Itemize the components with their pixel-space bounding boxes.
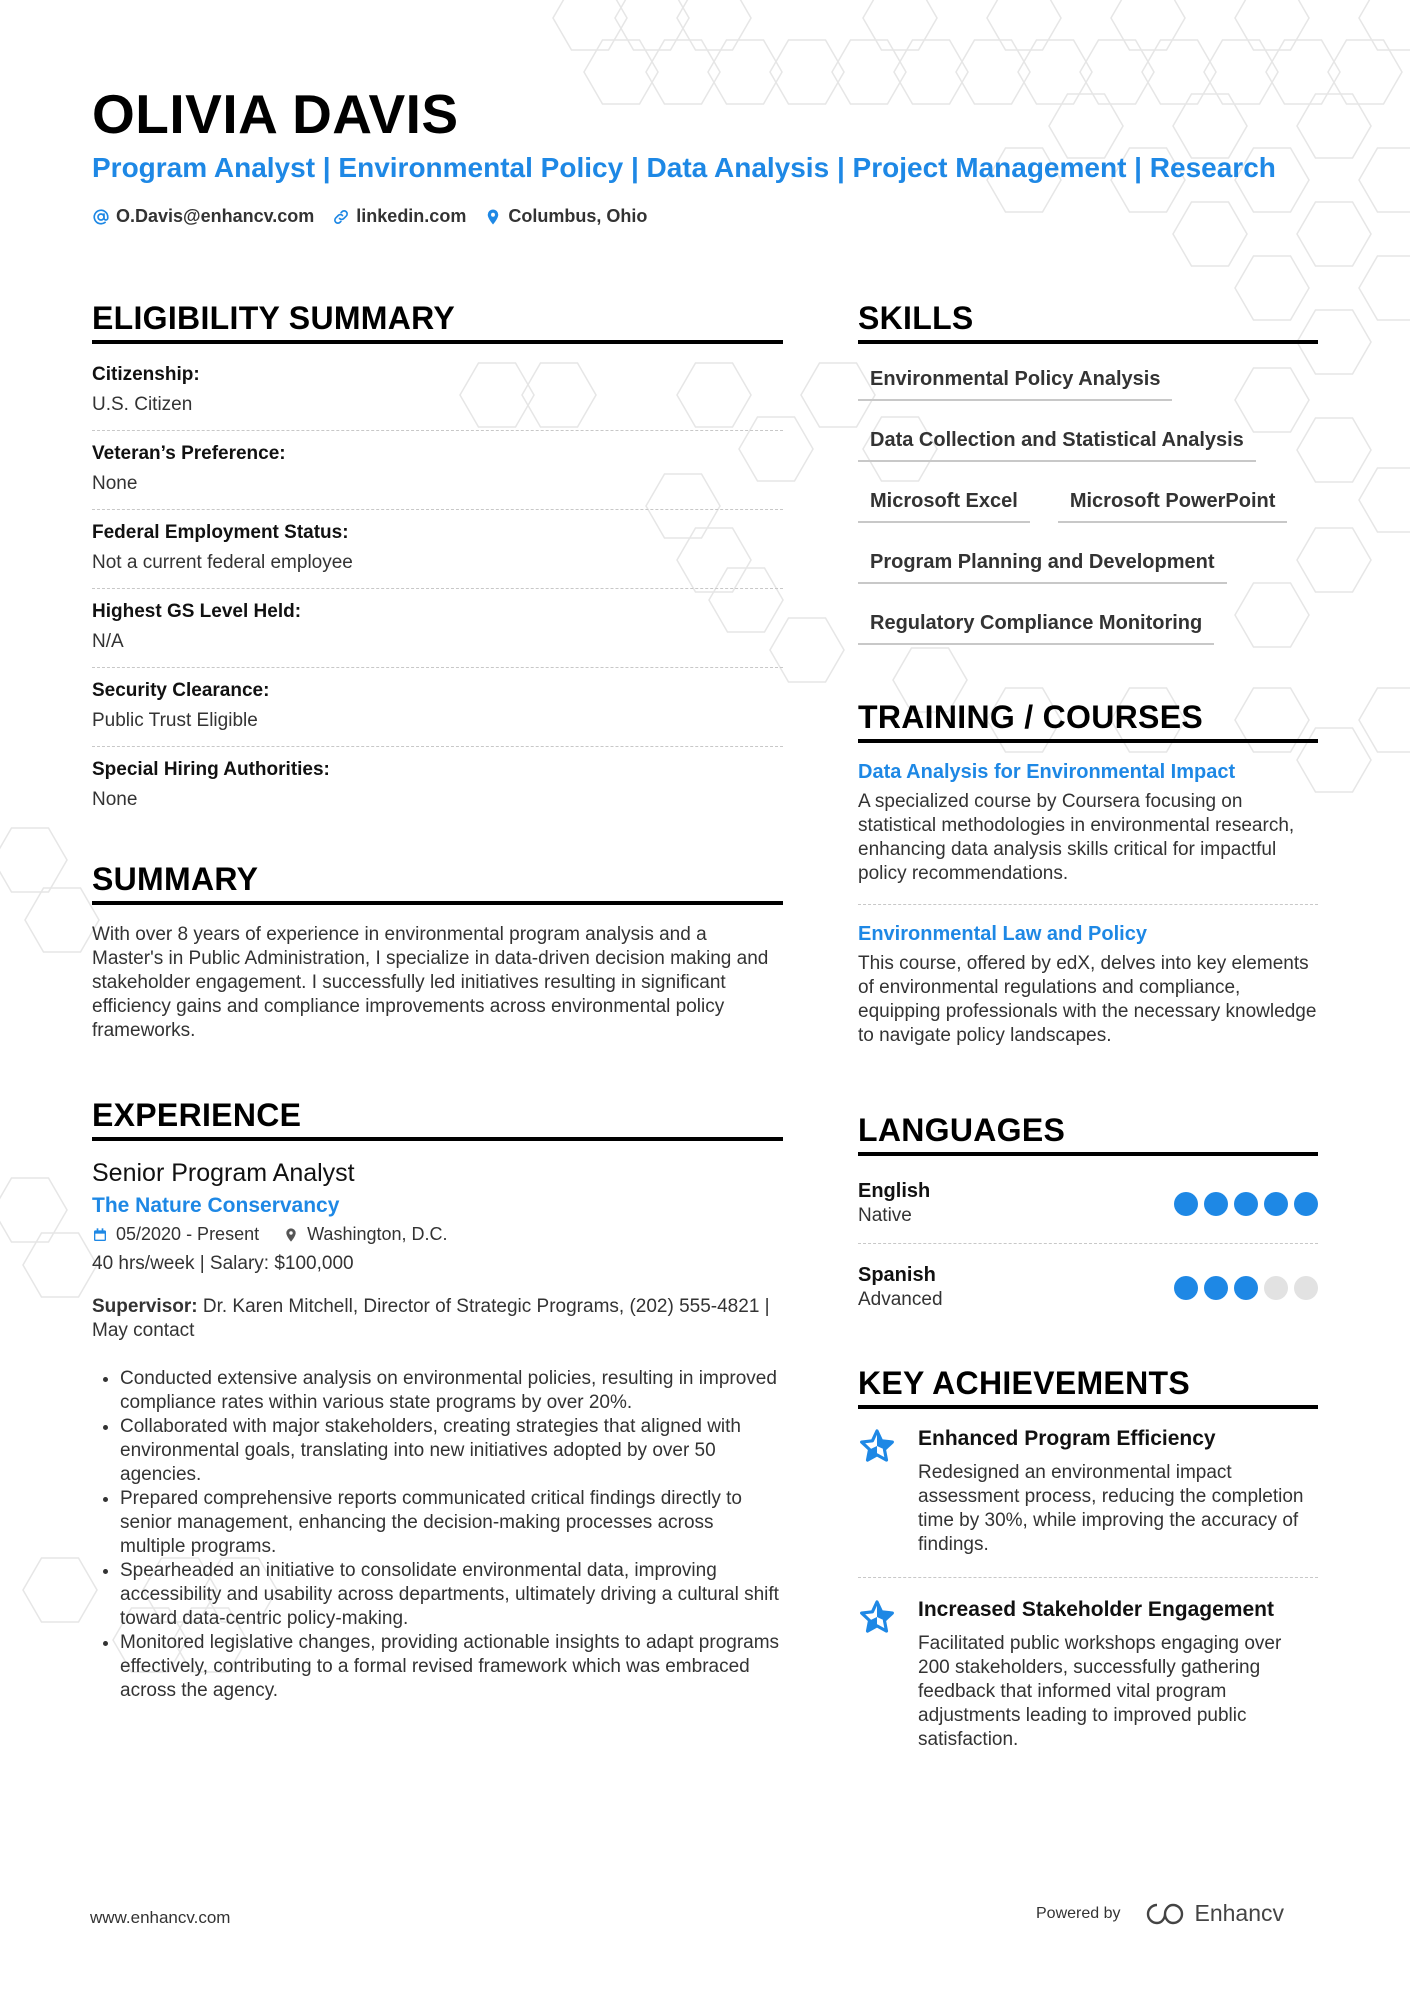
email-text: O.Davis@enhancv.com [116, 206, 315, 226]
language-name: Spanish [858, 1264, 936, 1286]
headline-titles: Program Analyst | Environmental Policy | Data Analysis | Project Management | Research [92, 152, 1276, 183]
eligibility-label: Special Hiring Authorities: [92, 759, 330, 780]
eligibility-item [92, 589, 783, 668]
language-item [858, 1258, 1318, 1327]
rating-dot [1174, 1192, 1198, 1216]
course-title: Environmental Law and Policy [858, 923, 1147, 945]
achievement-icon-wrap [858, 1427, 900, 1557]
skills-heading: SKILLS [858, 300, 1318, 344]
language-level: Native [858, 1205, 912, 1226]
eligibility-item [92, 668, 783, 747]
eligibility-value: Public Trust Eligible [92, 710, 258, 731]
eligibility-item [92, 510, 783, 589]
eligibility-value: U.S. Citizen [92, 394, 193, 415]
skill-tag: Data Collection and Statistical Analysis [858, 423, 1256, 462]
achievement-description: Facilitated public workshops engaging over 200 stakeholders, successfully gathering feedback that informed vital program adjustments leading to improved public satisfaction. [918, 1633, 1282, 1750]
eligibility-item [92, 431, 783, 510]
right-column [858, 300, 1318, 1792]
candidate-name: OLIVIA DAVIS [92, 83, 459, 145]
rating-dot [1294, 1192, 1318, 1216]
eligibility-value: None [92, 789, 138, 810]
powered-by-text: Powered by [1036, 1904, 1121, 1922]
location-text: Columbus, Ohio [508, 206, 648, 226]
language-level: Advanced [858, 1289, 943, 1310]
language-rating [1174, 1276, 1318, 1300]
summary-text: With over 8 years of experience in environmental program analysis and a Master's in Public Administration, I specialize in data-driven decision making and stakeholder engagement. I successfully led initiatives resulting in significant efficiency gains and compliance improvements across environmental policy frameworks. [92, 924, 769, 1041]
experience-heading: EXPERIENCE [92, 1097, 783, 1141]
company-name: The Nature Conservancy [92, 1194, 340, 1217]
rating-dot [1204, 1192, 1228, 1216]
calendar-icon [92, 1227, 108, 1243]
dates-text: 05/2020 - Present [116, 1224, 260, 1244]
experience-entry [92, 1159, 783, 1703]
eligibility-label: Citizenship: [92, 364, 200, 385]
skill-tag: Environmental Policy Analysis [858, 362, 1172, 401]
course-title: Data Analysis for Environmental Impact [858, 761, 1236, 783]
eligibility-list [92, 362, 783, 825]
job-hours-salary: 40 hrs/week | Salary: $100,000 [92, 1253, 354, 1274]
contact-location [484, 206, 647, 227]
location-pin-icon [283, 1227, 299, 1243]
contact-row [92, 206, 647, 227]
achievement-description: Redesigned an environmental impact assessment process, reducing the completion time by 30%, while improving the accuracy of findings. [918, 1462, 1304, 1555]
rating-dot [1234, 1276, 1258, 1300]
skill-tag: Microsoft Excel [858, 484, 1030, 523]
list-item: • Monitored legislative changes, providing actionable insights to adapt programs effectively, contributing to a formal revised framework which was embraced across the agency. [120, 1631, 783, 1703]
footer-brand [1036, 1900, 1284, 1927]
supervisor-label: Supervisor: [92, 1296, 198, 1317]
eligibility-label: Veteran’s Preference: [92, 443, 286, 464]
location-pin-icon [484, 208, 502, 226]
eligibility-value: N/A [92, 631, 124, 652]
supervisor [92, 1295, 783, 1343]
course-item [858, 761, 1318, 905]
achievement-icon-wrap [858, 1598, 900, 1752]
job-location [283, 1224, 447, 1245]
language-name: English [858, 1180, 931, 1202]
language-rating [1174, 1192, 1318, 1216]
eligibility-value: Not a current federal employee [92, 552, 353, 573]
left-column [92, 300, 783, 1703]
achievement-item [858, 1598, 1318, 1772]
job-title: Senior Program Analyst [92, 1159, 355, 1187]
list-item: • Collaborated with major stakeholders, creating strategies that aligned with environmental goals, translating into new initiatives adopted by over 50 agencies. [120, 1415, 783, 1487]
eligibility-label: Security Clearance: [92, 680, 270, 701]
languages-heading: LANGUAGES [858, 1112, 1318, 1156]
footer-website[interactable]: www.enhancv.com [90, 1908, 231, 1927]
job-location-text: Washington, D.C. [307, 1224, 448, 1244]
supervisor-text: Dr. Karen Mitchell, Director of Strategic Programs, (202) 555-4821 | May contact [92, 1296, 770, 1341]
eligibility-item [92, 747, 783, 825]
skill-tag: Regulatory Compliance Monitoring [858, 606, 1214, 645]
eligibility-label: Highest GS Level Held: [92, 601, 302, 622]
achievement-item [858, 1427, 1318, 1578]
rating-dot [1204, 1276, 1228, 1300]
link-icon [332, 208, 350, 226]
rating-dot [1294, 1276, 1318, 1300]
star-icon [858, 1598, 896, 1636]
eligibility-label: Federal Employment Status: [92, 522, 349, 543]
at-icon [92, 208, 110, 226]
achievements-heading: KEY ACHIEVEMENTS [858, 1365, 1318, 1409]
star-icon [858, 1427, 896, 1465]
brand-logo[interactable] [1143, 1900, 1285, 1927]
rating-dot [1234, 1192, 1258, 1216]
eligibility-item [92, 362, 783, 431]
rating-dot [1264, 1192, 1288, 1216]
job-dates [92, 1224, 259, 1245]
achievement-title: Enhanced Program Efficiency [918, 1427, 1216, 1450]
course-item [858, 923, 1318, 1066]
course-description: A specialized course by Coursera focusing on statistical methodologies in environmental research, enhancing data analysis skills critical for impactful policy recommendations. [858, 791, 1295, 884]
experience-bullets [92, 1367, 783, 1703]
summary-heading: SUMMARY [92, 861, 783, 905]
linkedin-text: linkedin.com [356, 206, 467, 226]
contact-email[interactable] [92, 206, 314, 227]
language-item [858, 1174, 1318, 1244]
job-meta [92, 1224, 783, 1245]
rating-dot [1264, 1276, 1288, 1300]
skills-list [858, 362, 1318, 645]
rating-dot [1174, 1276, 1198, 1300]
list-item: • Conducted extensive analysis on environmental policies, resulting in improved compliance rates within various state programs by over 20%. [120, 1367, 783, 1415]
skill-tag: Program Planning and Development [858, 545, 1227, 584]
brand-name: Enhancv [1194, 1900, 1285, 1926]
eligibility-value: None [92, 473, 138, 494]
achievement-title: Increased Stakeholder Engagement [918, 1598, 1274, 1621]
contact-linkedin[interactable] [332, 206, 466, 227]
eligibility-heading: ELIGIBILITY SUMMARY [92, 300, 783, 344]
enhancv-logo-icon [1143, 1901, 1187, 1927]
list-item: • Prepared comprehensive reports communicated critical findings directly to senior management, enhancing the decision-making processes across multiple programs. [120, 1487, 783, 1559]
list-item: • Spearheaded an initiative to consolidate environmental data, improving accessibility and usability across departments, ultimately driving a cultural shift toward data-centric policy-making. [120, 1559, 783, 1631]
skill-tag: Microsoft PowerPoint [1058, 484, 1288, 523]
course-description: This course, offered by edX, delves into key elements of environmental regulations and compliance, equipping professionals with the necessary knowledge to navigate policy landscapes. [858, 953, 1317, 1046]
training-heading: TRAINING / COURSES [858, 699, 1318, 743]
